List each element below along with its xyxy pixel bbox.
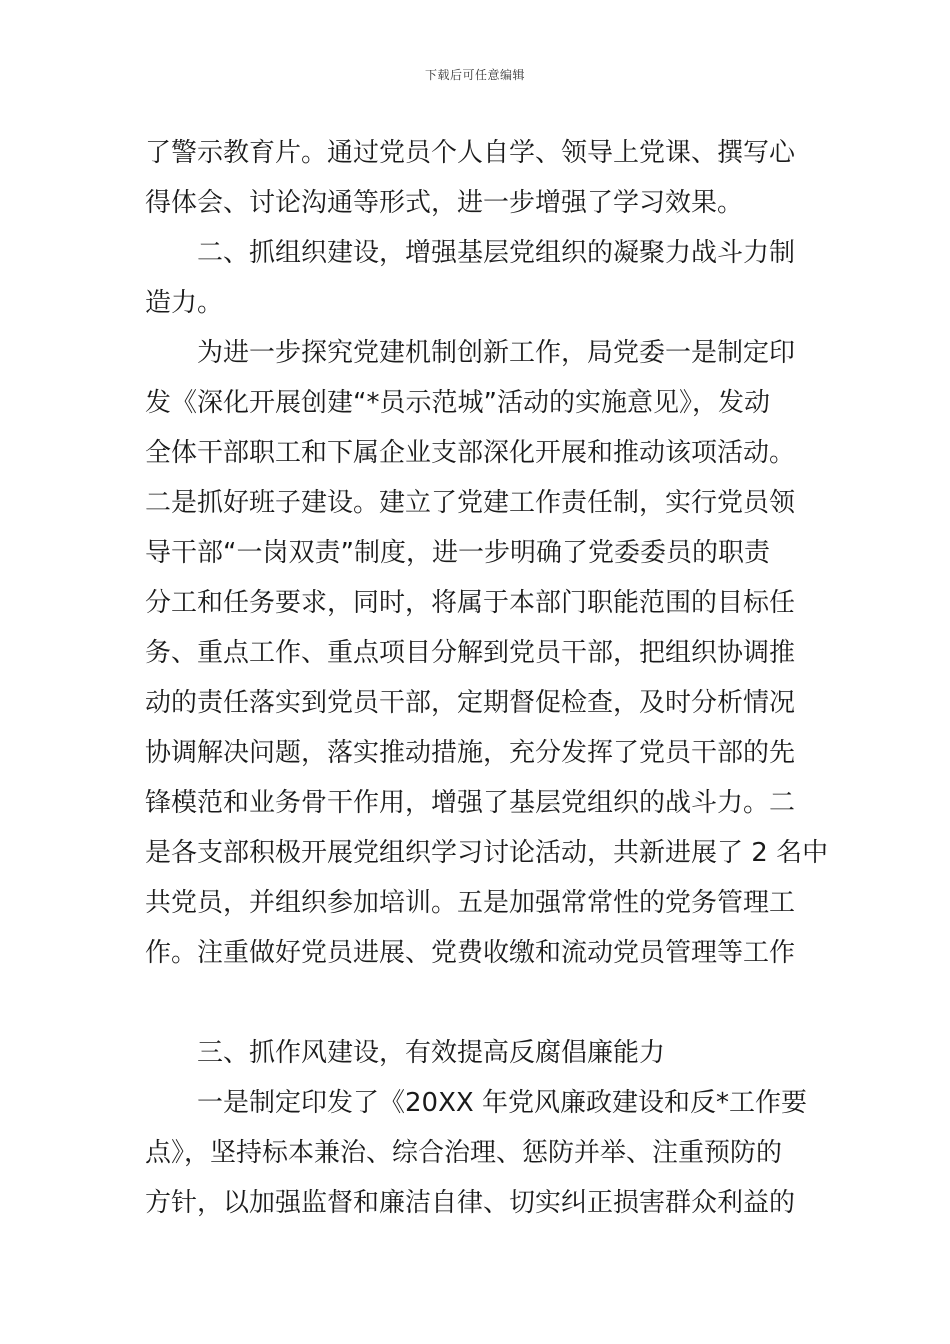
text-line: 分工和任务要求，同时，将属于本部门职能范围的目标任 [145,588,796,618]
text-line: 了警示教育片。通过党员个人自学、领导上党课、撰写心 [145,138,796,168]
text-line: 全体干部职工和下属企业支部深化开展和推动该项活动。 [145,438,796,468]
text-line: 协调解决问题，落实推动措施，充分发挥了党员干部的先 [145,738,796,768]
text-line: 得体会、讨论沟通等形式，进一步增强了学习效果。 [145,188,744,218]
text-line: 动的责任落实到党员干部，定期督促检查，及时分析情况 [145,688,796,718]
paragraph-gap [145,978,813,1028]
document-body [145,128,829,1228]
text-line: 共党员，并组织参加培训。五是加强常常性的党务管理工 [145,888,796,918]
text-line: 发《深化开展创建“*员示范城”活动的实施意见》，发动 [145,388,770,418]
text-line: 锋模范和业务骨干作用，增强了基层党组织的战斗力。二 [145,788,796,818]
text-line: 二是抓好班子建设。建立了党建工作责任制，实行党员领 [145,488,796,518]
text-line: 为进一步探究党建机制创新工作，局党委一是制定印 [197,338,796,368]
text-line: 是各支部积极开展党组织学习讨论活动，共新进展了 2 名中 [145,838,829,868]
section-heading: 二、抓组织建设，增强基层党组织的凝聚力战斗力制 [197,238,796,268]
text-line: 点》，坚持标本兼治、综合治理、惩防并举、注重预防的 [145,1138,783,1168]
text-line: 造力。 [145,288,224,318]
text-line: 一是制定印发了《20XX 年党风廉政建设和反*工作要 [197,1088,807,1118]
text-line: 务、重点工作、重点项目分解到党员干部，把组织协调推 [145,638,796,668]
text-line: 导干部“一岗双责”制度，进一步明确了党委委员的职责 [145,538,770,568]
header-note: 下载后可任意编辑 [424,68,525,82]
text-line: 方针，以加强监督和廉洁自律、切实纠正损害群众利益的 [145,1188,796,1218]
section-heading: 三、抓作风建设，有效提高反腐倡廉能力 [197,1038,666,1068]
text-line: 作。注重做好党员进展、党费收缴和流动党员管理等工作 [145,938,796,968]
